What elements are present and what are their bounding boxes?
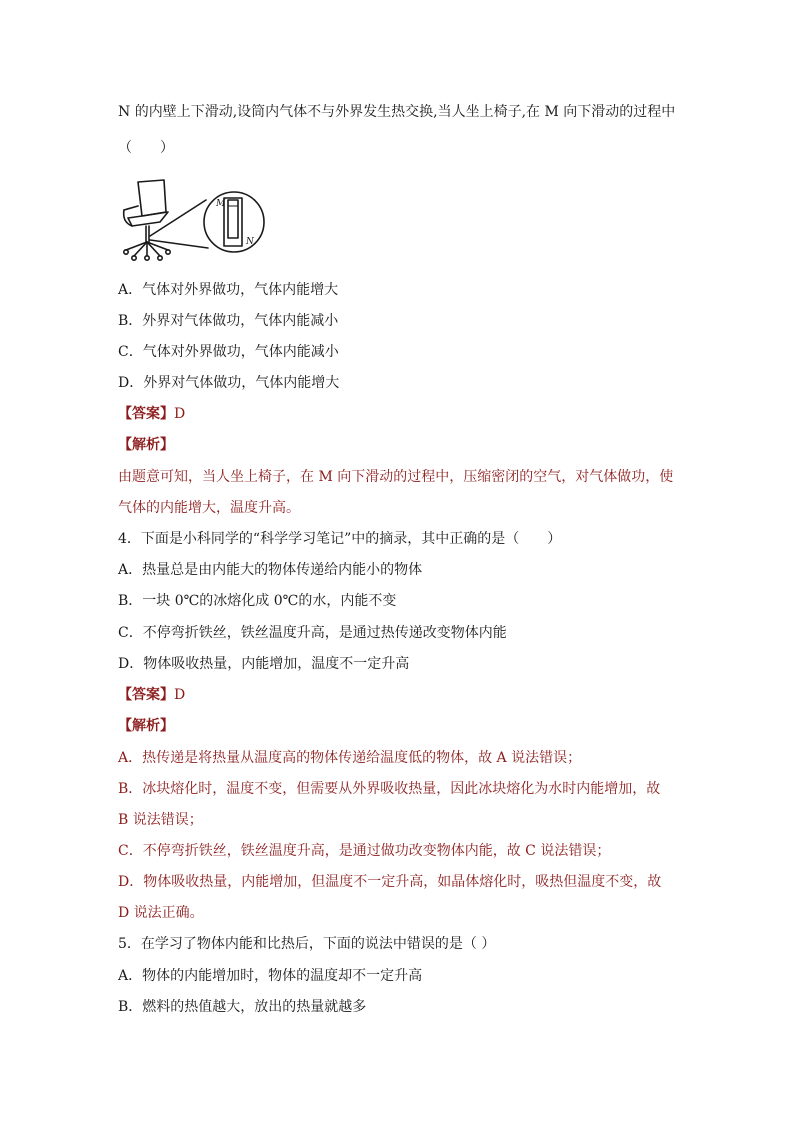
q5-option-b: B．燃料的热值越大，放出的热量就越多 <box>118 999 367 1015</box>
q4-analysis-line: D 说法正确。 <box>118 905 204 921</box>
q3-answer <box>118 404 185 424</box>
q4-analysis-line: B 说法错误； <box>118 812 203 828</box>
q5-stem: 5．在学习了物体内能和比热后，下面的说法中错误的是（ ） <box>118 936 496 952</box>
q4-analysis-heading <box>118 716 174 736</box>
figure-label-n: N <box>246 237 254 247</box>
q3-stem-line1: N 的内壁上下滑动,设筒内气体不与外界发生热交换,当人坐上椅子,在 M 向下滑动的过程中 <box>118 104 676 120</box>
q3-analysis-line1: 由题意可知，当人坐上椅子，在 M 向下滑动的过程中，压缩密闭的空气，对气体做功，使 <box>118 469 674 485</box>
q4-analysis-line: D．物体吸收热量，内能增加，但温度不一定升高，如晶体熔化时，吸热但温度不变，故 <box>118 874 662 890</box>
q3-analysis-line2: 气体的内能增大，温度升高。 <box>118 500 300 516</box>
q3-stem-line2: （ ） <box>118 140 174 156</box>
q3-option-c: C．气体对外界做功，气体内能减小 <box>118 344 339 360</box>
answer-value: D <box>174 687 186 703</box>
q4-option-c: C．不停弯折铁丝，铁丝温度升高，是通过热传递改变物体内能 <box>118 625 507 641</box>
analysis-label: 【解析】 <box>118 718 174 734</box>
q3-analysis-heading <box>118 435 174 455</box>
chair-diagram-icon <box>116 176 276 268</box>
chair-figure <box>116 176 276 268</box>
answer-value: D <box>174 406 186 422</box>
q3-option-b: B．外界对气体做功，气体内能减小 <box>118 313 339 329</box>
answer-label: 【答案】 <box>118 687 174 703</box>
q4-analysis-line: B．冰块熔化时，温度不变，但需要从外界吸收热量，因此冰块熔化为水时内能增加，故 <box>118 781 661 797</box>
q4-analysis-line: C．不停弯折铁丝，铁丝温度升高，是通过做功改变物体内能，故 C 说法错误； <box>118 843 611 859</box>
answer-label: 【答案】 <box>118 406 174 422</box>
analysis-label: 【解析】 <box>118 437 174 453</box>
q3-option-a: A．气体对外界做功，气体内能增大 <box>118 282 339 298</box>
q4-stem: 4．下面是小科同学的“科学学习笔记”中的摘录，其中正确的是（ ） <box>118 531 562 547</box>
q3-option-d: D．外界对气体做功，气体内能增大 <box>118 375 340 391</box>
q4-option-b: B．一块 0℃的冰熔化成 0℃的水，内能不变 <box>118 593 397 609</box>
q4-option-d: D．物体吸收热量，内能增加，温度不一定升高 <box>118 656 410 672</box>
q4-option-a: A．热量总是由内能大的物体传递给内能小的物体 <box>118 562 423 578</box>
q4-analysis-line: A．热传递是将热量从温度高的物体传递给温度低的物体，故 A 说法错误； <box>118 750 582 766</box>
q4-answer <box>118 685 185 705</box>
q5-option-a: A．物体的内能增加时，物体的温度却不一定升高 <box>118 968 423 984</box>
figure-label-m: M <box>216 199 226 209</box>
